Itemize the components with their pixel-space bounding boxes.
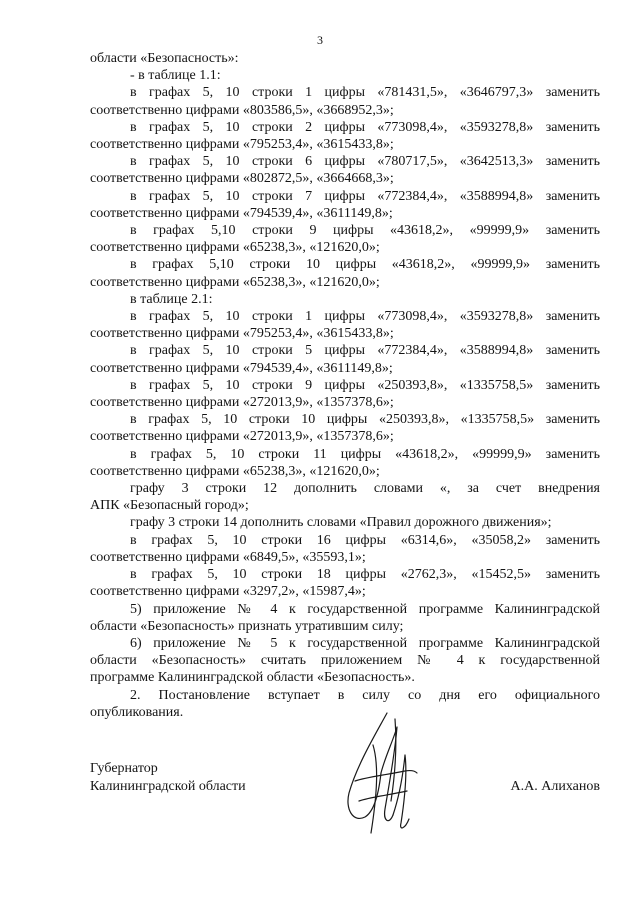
text-line: области «Безопасность»:	[90, 51, 239, 66]
text-line: соответственно цифрами «272013,9», «1357378,6»;	[90, 395, 394, 411]
signature-block	[90, 760, 600, 795]
text-line: соответственно цифрами «3297,2», «15987,4»;	[90, 584, 366, 600]
document-body	[90, 50, 600, 721]
text-line: в графах 5, 10 строки 7 цифры «772384,4», «3588994,8» заменить	[130, 188, 600, 204]
text-line: в графах 5, 10 строки 18 цифры «2762,3», «15452,5» заменить	[130, 567, 600, 583]
text-line: в графах 5, 10 строки 6 цифры «780717,5», «3642513,3» заменить	[130, 154, 600, 170]
text-line: соответственно цифрами «6849,5», «35593,1»;	[90, 549, 366, 565]
text-line: графу 3 строки 14 дополнить словами «Правил дорожного движения»;	[130, 515, 552, 531]
text-line: АПК «Безопасный город»;	[90, 498, 249, 514]
text-line: соответственно цифрами «65238,3», «121620,0»;	[90, 240, 380, 256]
text-line: опубликования.	[90, 704, 184, 720]
text-line: соответственно цифрами «795253,4», «3615433,8»;	[90, 326, 394, 342]
text-line: области «Безопасность» считать приложением № 4 к государственной	[90, 653, 600, 669]
text-line: в графах 5, 10 строки 5 цифры «772384,4», «3588994,8» заменить	[130, 343, 600, 359]
text-line: 5) приложение № 4 к государственной программе Калининградской	[130, 601, 600, 617]
text-line: программе Калининградской области «Безопасность».	[90, 670, 415, 686]
text-line: области «Безопасность» признать утратившим силу;	[90, 618, 404, 634]
text-line: соответственно цифрами «795253,4», «3615433,8»;	[90, 137, 394, 153]
text-line: в графах 5, 10 строки 9 цифры «250393,8», «1335758,5» заменить	[130, 377, 600, 393]
text-line: графу 3 строки 12 дополнить словами «, за счет внедрения	[130, 481, 600, 497]
signer-position-line-2: Калининградской области	[90, 778, 246, 794]
text-line: в графах 5, 10 строки 1 цифры «781431,5», «3646797,3» заменить	[130, 85, 600, 101]
text-line: в графах 5, 10 строки 11 цифры «43618,2», «99999,9» заменить	[130, 446, 600, 462]
text-line: 2. Постановление вступает в силу со дня его официального	[130, 687, 600, 703]
text-line: - в таблице 1.1:	[130, 68, 221, 84]
text-line: в графах 5,10 строки 9 цифры «43618,2», «99999,9» заменить	[130, 223, 600, 239]
text-line: в графах 5, 10 строки 16 цифры «6314,6», «35058,2» заменить	[130, 532, 600, 548]
text-line: в графах 5,10 строки 10 цифры «43618,2», «99999,9» заменить	[130, 257, 600, 273]
page-number: 3	[317, 33, 323, 47]
text-line: соответственно цифрами «65238,3», «121620,0»;	[90, 274, 380, 290]
text-line: в таблице 2.1:	[130, 291, 213, 307]
text-line: 6) приложение № 5 к государственной программе Калининградской	[130, 635, 600, 651]
text-line: соответственно цифрами «272013,9», «1357378,6»;	[90, 429, 394, 445]
text-line: в графах 5, 10 строки 10 цифры «250393,8», «1335758,5» заменить	[130, 412, 600, 428]
signer-name: А.А. Алиханов	[510, 778, 600, 794]
text-line: соответственно цифрами «65238,3», «121620,0»;	[90, 463, 380, 479]
signer-position-line-1: Губернатор	[90, 761, 158, 776]
text-line: в графах 5, 10 строки 1 цифры «773098,4», «3593278,8» заменить	[130, 309, 600, 325]
text-line: соответственно цифрами «794539,4», «3611149,8»;	[90, 360, 393, 376]
text-line: соответственно цифрами «794539,4», «3611149,8»;	[90, 205, 393, 221]
text-line: в графах 5, 10 строки 2 цифры «773098,4», «3593278,8» заменить	[130, 119, 600, 135]
text-line: соответственно цифрами «803586,5», «3668952,3»;	[90, 102, 394, 118]
text-line: соответственно цифрами «802872,5», «3664668,3»;	[90, 171, 394, 187]
